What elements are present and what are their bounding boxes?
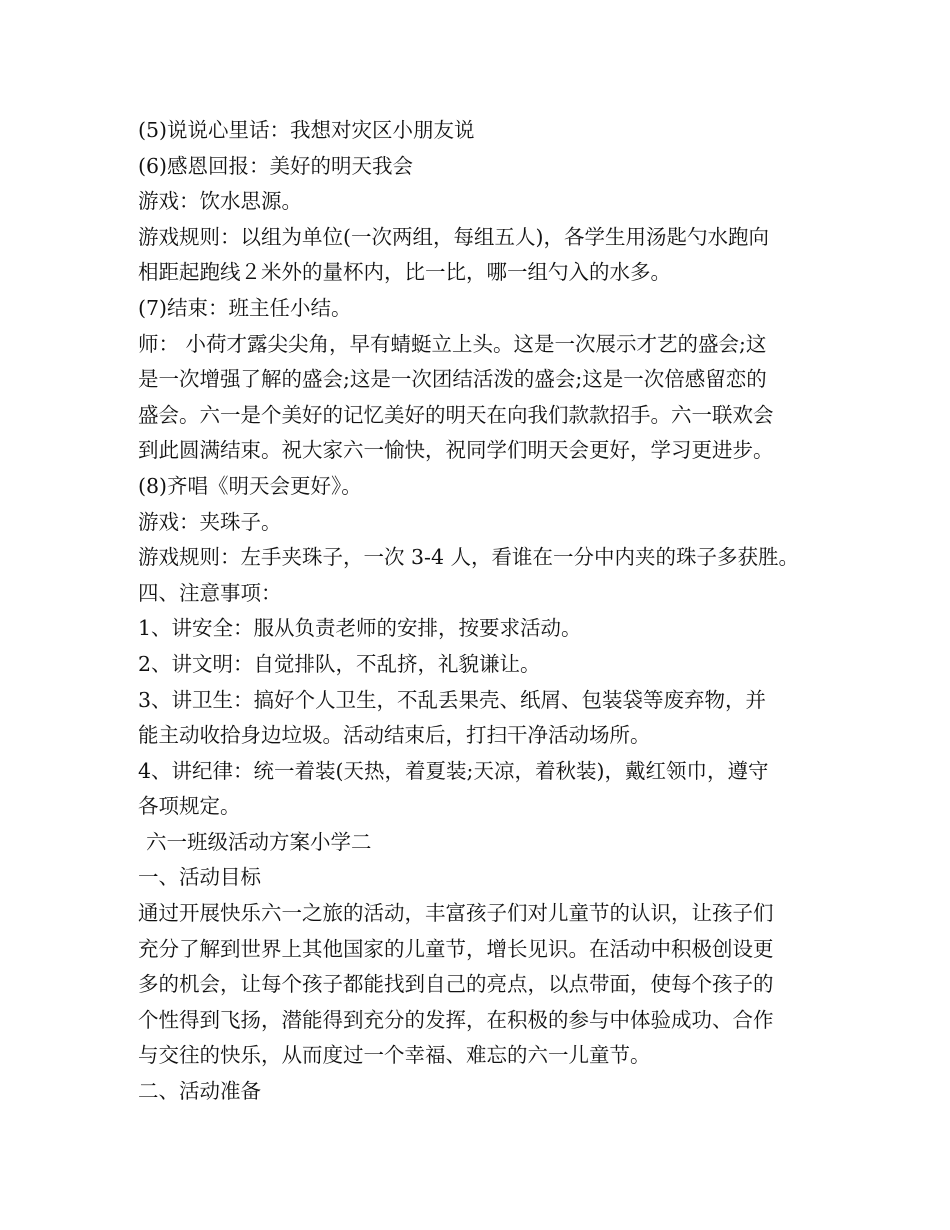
text-line: (7)结束：班主任小结。: [138, 295, 352, 320]
text-line: 相距起跑线２米外的量杯内，比一比，哪一组勺入的水多。: [138, 260, 671, 285]
text-line: 盛会。六一是个美好的记忆美好的明天在向我们款款招手。六一联欢会: [138, 402, 774, 427]
text-line: 游戏规则：左手夹珠子，一次 3-4 人，看谁在一分中内夹的珠子多获胜。: [138, 545, 800, 570]
text-line: 3、讲卫生：搞好个人卫生，不乱丢果壳、纸屑、包装袋等废弃物，并: [138, 687, 767, 712]
text-line: 充分了解到世界上其他国家的儿童节，增长见识。在活动中积极创设更: [138, 936, 774, 961]
text-line: 是一次增强了解的盛会;这是一次团结活泼的盛会;这是一次倍感留恋的: [138, 367, 767, 392]
text-line: (8)齐唱《明天会更好》。: [138, 473, 362, 498]
text-line: 2、讲文明：自觉排队，不乱挤，礼貌谦让。: [138, 651, 541, 676]
text-line: 通过开展快乐六一之旅的活动，丰富孩子们对儿童节的认识，让孩子们: [138, 901, 774, 926]
section-heading: 一、活动目标: [138, 865, 261, 890]
text-line: 与交往的快乐，从而度过一个幸福、难忘的六一儿童节。: [138, 1043, 651, 1068]
text-line: 多的机会，让每个孩子都能找到自己的亮点，以点带面，使每个孩子的: [138, 972, 774, 997]
text-line: (6)感恩回报：美好的明天我会: [138, 153, 414, 178]
text-line: 游戏：夹珠子。: [138, 509, 282, 534]
document-body: [138, 113, 828, 1110]
text-line: 游戏规则：以组为单位(一次两组，每组五人)，各学生用汤匙勺水跑向: [138, 224, 769, 249]
text-line: (5)说说心里话：我想对灾区小朋友说: [138, 118, 475, 142]
section-heading: 二、活动准备: [138, 1079, 261, 1104]
text-line: 1、讲安全：服从负责老师的安排，按要求活动。: [138, 616, 582, 641]
text-line: 游戏：饮水思源。: [138, 189, 302, 214]
document-title: 六一班级活动方案小学二: [146, 829, 372, 854]
text-line: 能主动收拾身边垃圾。活动结束后，打扫干净活动场所。: [138, 723, 651, 748]
text-line: 4、讲纪律：统一着装(天热，着夏装;天凉，着秋装)，戴红领巾，遵守: [138, 758, 769, 783]
text-line: 各项规定。: [138, 794, 241, 819]
text-line: 师： 小荷才露尖尖角，早有蜻蜓立上头。这是一次展示才艺的盛会;这: [138, 331, 767, 356]
text-line: 到此圆满结束。祝大家六一愉快，祝同学们明天会更好，学习更进步。: [138, 438, 774, 463]
text-line: 个性得到飞扬，潜能得到充分的发挥，在积极的参与中体验成功、合作: [138, 1007, 774, 1032]
section-heading: 四、注意事项：: [138, 580, 282, 605]
